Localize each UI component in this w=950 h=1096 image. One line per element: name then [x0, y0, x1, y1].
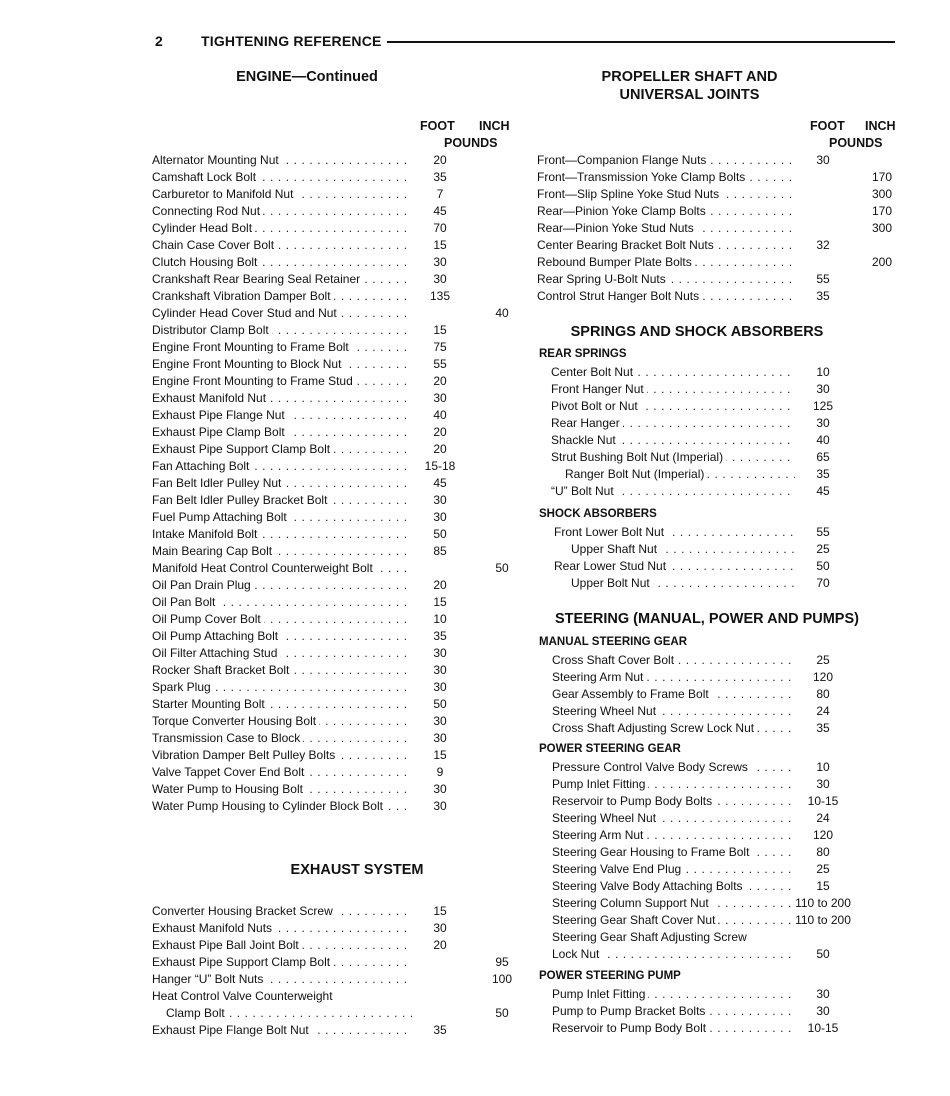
row-foot-pounds: 35: [433, 170, 447, 184]
engine-row: [152, 543, 522, 560]
row-label: Oil Filter Attaching Stud: [152, 646, 280, 660]
power-steering-subhead: POWER STEERING GEAR: [539, 743, 681, 755]
row-foot-pounds: 10: [816, 365, 830, 379]
row-foot-pounds: 30: [816, 1004, 830, 1018]
propeller-col-pounds: POUNDS: [829, 136, 883, 150]
row-label: Steering Column Support Nut: [552, 896, 712, 910]
row-label: Cylinder Head Bolt: [152, 221, 255, 235]
page-number: 2: [155, 33, 163, 49]
springs-section-title: SPRINGS AND SHOCK ABSORBERS: [570, 324, 824, 340]
row-foot-pounds: 30: [433, 731, 447, 745]
rear-springs-row: [537, 398, 837, 415]
exhaust-row: [152, 971, 522, 988]
row-label: Upper Bolt Nut: [571, 576, 653, 590]
engine-row: [152, 628, 522, 645]
row-label: Rear Hanger: [551, 416, 623, 430]
row-foot-pounds: 20: [433, 578, 447, 592]
row-label: Reservoir to Pump Body Bolts: [552, 794, 715, 808]
manual-steering-row: [537, 686, 867, 703]
propeller-col-foot: FOOT: [810, 119, 845, 133]
row-foot-pounds: 10-15: [807, 1021, 839, 1035]
row-foot-pounds: 25: [816, 862, 830, 876]
row-foot-pounds: 35: [816, 721, 830, 735]
row-label: Cross Shaft Cover Bolt: [552, 653, 677, 667]
row-foot-pounds: 32: [816, 238, 830, 252]
row-label: Exhaust Pipe Flange Nut: [152, 408, 288, 422]
row-foot-pounds: 30: [433, 714, 447, 728]
row-foot-pounds: 35: [433, 629, 447, 643]
row-foot-pounds: 45: [433, 204, 447, 218]
propeller-row: [537, 152, 907, 169]
row-label: Camshaft Lock Bolt: [152, 170, 259, 184]
row-foot-pounds: 40: [816, 433, 830, 447]
shock-absorbers-row: [537, 541, 837, 558]
manual-steering-row: [537, 703, 867, 720]
row-label: Rear Lower Stud Nut: [554, 559, 669, 573]
row-label: Oil Pan Drain Plug: [152, 578, 254, 592]
propeller-row: [537, 186, 907, 203]
engine-row: [152, 441, 522, 458]
manual-steering-row: [537, 720, 867, 737]
shock-absorbers-row: [537, 524, 837, 541]
engine-row: [152, 679, 522, 696]
row-label: Oil Pump Cover Bolt: [152, 612, 264, 626]
power-steering-row: [537, 844, 867, 861]
row-label: Cross Shaft Adjusting Screw Lock Nut: [552, 721, 757, 735]
row-foot-pounds: 15-18: [424, 459, 456, 473]
row-inch-pounds: 170: [871, 170, 893, 184]
row-foot-pounds: 50: [816, 559, 830, 573]
power-steering-row: [537, 827, 867, 844]
row-label: Spark Plug: [152, 680, 214, 694]
row-inch-pounds: 170: [871, 204, 893, 218]
rear-springs-row: [537, 466, 837, 483]
exhaust-row: [152, 1005, 522, 1022]
row-label: Exhaust Pipe Support Clamp Bolt: [152, 442, 333, 456]
row-label: Fuel Pump Attaching Bolt: [152, 510, 290, 524]
row-foot-pounds: 110 to 200: [795, 896, 851, 910]
row-label: Rear—Pinion Yoke Clamp Bolts: [537, 204, 709, 218]
row-inch-pounds: 200: [871, 255, 893, 269]
row-foot-pounds: 15: [433, 238, 447, 252]
row-inch-pounds: 100: [491, 972, 513, 986]
row-label: Front Hanger Nut: [551, 382, 647, 396]
exhaust-row: [152, 1022, 522, 1039]
row-foot-pounds: 85: [433, 544, 447, 558]
exhaust-section-title: EXHAUST SYSTEM: [290, 862, 424, 878]
row-label: Strut Bushing Bolt Nut (Imperial): [551, 450, 726, 464]
row-label: Pivot Bolt or Nut: [551, 399, 641, 413]
engine-row: [152, 577, 522, 594]
row-foot-pounds: 50: [433, 697, 447, 711]
row-foot-pounds: 35: [816, 289, 830, 303]
row-foot-pounds: 30: [433, 493, 447, 507]
row-inch-pounds: 300: [871, 187, 893, 201]
row-foot-pounds: 30: [816, 987, 830, 1001]
row-foot-pounds: 30: [433, 646, 447, 660]
row-label: Crankshaft Vibration Damper Bolt: [152, 289, 334, 303]
row-label: “U” Bolt Nut: [551, 484, 617, 498]
row-foot-pounds: 20: [433, 153, 447, 167]
row-foot-pounds: 50: [816, 947, 830, 961]
engine-row: [152, 305, 522, 322]
row-label: Water Pump Housing to Cylinder Block Bolt: [152, 799, 386, 813]
header-rule: [387, 41, 895, 43]
engine-row: [152, 696, 522, 713]
engine-row: [152, 747, 522, 764]
row-foot-pounds: 70: [816, 576, 830, 590]
rear-springs-row: [537, 364, 837, 381]
engine-row: [152, 492, 522, 509]
engine-row: [152, 271, 522, 288]
row-foot-pounds: 30: [816, 382, 830, 396]
power-steering-row: [537, 895, 867, 912]
engine-row: [152, 424, 522, 441]
row-label: Distributor Clamp Bolt: [152, 323, 272, 337]
row-label: Steering Gear Shaft Adjusting Screw: [552, 930, 750, 944]
engine-row: [152, 407, 522, 424]
row-foot-pounds: 15: [433, 595, 447, 609]
row-foot-pounds: 9: [436, 765, 444, 779]
manual-steering-row: [537, 652, 867, 669]
engine-row: [152, 594, 522, 611]
engine-col-foot: FOOT: [420, 119, 455, 133]
row-label: Vibration Damper Belt Pulley Bolts: [152, 748, 338, 762]
power-steering-row: [537, 929, 867, 946]
engine-row: [152, 764, 522, 781]
engine-row: [152, 611, 522, 628]
row-foot-pounds: 30: [433, 921, 447, 935]
row-label: Pump Inlet Fitting: [552, 777, 648, 791]
row-foot-pounds: 45: [433, 476, 447, 490]
row-label: Manifold Heat Control Counterweight Bolt: [152, 561, 376, 575]
manual-steering-row: [537, 669, 867, 686]
row-label: Valve Tappet Cover End Bolt: [152, 765, 307, 779]
power-pump-row: [537, 1003, 867, 1020]
power-pump-row: [537, 1020, 867, 1037]
row-foot-pounds: 20: [433, 425, 447, 439]
row-label: Engine Front Mounting to Block Nut: [152, 357, 344, 371]
row-foot-pounds: 30: [816, 777, 830, 791]
row-foot-pounds: 20: [433, 374, 447, 388]
row-label: Pressure Control Valve Body Screws: [552, 760, 751, 774]
row-label: Connecting Rod Nut: [152, 204, 263, 218]
engine-row: [152, 560, 522, 577]
propeller-row: [537, 169, 907, 186]
row-label: Fan Belt Idler Pulley Nut: [152, 476, 284, 490]
row-label: Starter Mounting Bolt: [152, 697, 268, 711]
row-foot-pounds: 45: [816, 484, 830, 498]
row-inch-pounds: 50: [495, 561, 509, 575]
row-label: Oil Pan Bolt: [152, 595, 218, 609]
rear-springs-subhead: REAR SPRINGS: [539, 348, 627, 360]
row-foot-pounds: 7: [436, 187, 444, 201]
power-steering-row: [537, 912, 867, 929]
row-label: Fan Belt Idler Pulley Bracket Bolt: [152, 493, 330, 507]
engine-row: [152, 713, 522, 730]
shock-absorbers-row: [537, 558, 837, 575]
propeller-row: [537, 220, 907, 237]
propeller-title-line1: PROPELLER SHAFT AND: [601, 69, 778, 85]
row-foot-pounds: 135: [429, 289, 451, 303]
row-label: Steering Gear Housing to Frame Bolt: [552, 845, 752, 859]
row-foot-pounds: 55: [816, 525, 830, 539]
power-steering-row: [537, 810, 867, 827]
row-foot-pounds: 15: [816, 879, 830, 893]
shock-absorbers-subhead: SHOCK ABSORBERS: [539, 508, 657, 520]
row-label: Pump Inlet Fitting: [552, 987, 648, 1001]
row-foot-pounds: 24: [816, 811, 830, 825]
row-foot-pounds: 25: [816, 653, 830, 667]
row-foot-pounds: 30: [433, 799, 447, 813]
row-foot-pounds: 30: [433, 272, 447, 286]
row-foot-pounds: 70: [433, 221, 447, 235]
row-label: Rear—Pinion Yoke Stud Nuts: [537, 221, 697, 235]
row-foot-pounds: 10: [816, 760, 830, 774]
row-label: Main Bearing Cap Bolt: [152, 544, 275, 558]
row-foot-pounds: 110 to 200: [795, 913, 851, 927]
manual-steering-subhead: MANUAL STEERING GEAR: [539, 636, 688, 648]
row-foot-pounds: 40: [433, 408, 447, 422]
row-foot-pounds: 75: [433, 340, 447, 354]
propeller-row: [537, 271, 907, 288]
row-label: Exhaust Manifold Nuts: [152, 921, 275, 935]
engine-row: [152, 356, 522, 373]
row-label: Torque Converter Housing Bolt: [152, 714, 319, 728]
row-label: Front—Companion Flange Nuts: [537, 153, 709, 167]
row-label: Water Pump to Housing Bolt: [152, 782, 306, 796]
row-label: Steering Wheel Nut: [552, 811, 659, 825]
row-label: Lock Nut: [552, 947, 602, 961]
row-foot-pounds: 35: [433, 1023, 447, 1037]
row-label: Ranger Bolt Nut (Imperial): [565, 467, 707, 481]
row-foot-pounds: 25: [816, 542, 830, 556]
row-foot-pounds: 50: [433, 527, 447, 541]
engine-row: [152, 781, 522, 798]
row-label: Engine Front Mounting to Frame Stud: [152, 374, 356, 388]
row-label: Front Lower Bolt Nut: [554, 525, 667, 539]
engine-row: [152, 169, 522, 186]
engine-row: [152, 798, 522, 815]
row-foot-pounds: 55: [816, 272, 830, 286]
rear-springs-row: [537, 415, 837, 432]
row-label: Control Strut Hanger Bolt Nuts: [537, 289, 702, 303]
engine-row: [152, 373, 522, 390]
row-foot-pounds: 30: [433, 782, 447, 796]
engine-row: [152, 254, 522, 271]
engine-row: [152, 390, 522, 407]
row-label: Exhaust Pipe Support Clamp Bolt: [152, 955, 333, 969]
row-label: Clutch Housing Bolt: [152, 255, 260, 269]
row-label: Chain Case Cover Bolt: [152, 238, 277, 252]
row-label: Cylinder Head Cover Stud and Nut: [152, 306, 340, 320]
row-label: Steering Arm Nut: [552, 670, 646, 684]
exhaust-row: [152, 903, 522, 920]
propeller-row: [537, 237, 907, 254]
power-steering-row: [537, 776, 867, 793]
power-pump-row: [537, 986, 867, 1003]
engine-row: [152, 237, 522, 254]
engine-row: [152, 458, 522, 475]
shock-absorbers-row: [537, 575, 837, 592]
row-label: Pump to Pump Bracket Bolts: [552, 1004, 708, 1018]
row-label: Intake Manifold Bolt: [152, 527, 260, 541]
power-steering-row: [537, 759, 867, 776]
row-label: Center Bearing Bracket Bolt Nuts: [537, 238, 717, 252]
row-label: Converter Housing Bracket Screw: [152, 904, 336, 918]
row-inch-pounds: 50: [495, 1006, 509, 1020]
row-label: Rear Spring U-Bolt Nuts: [537, 272, 669, 286]
power-steering-row: [537, 861, 867, 878]
row-foot-pounds: 120: [812, 670, 834, 684]
engine-section-title: ENGINE—Continued: [236, 69, 378, 85]
row-foot-pounds: 30: [433, 510, 447, 524]
row-foot-pounds: 30: [433, 255, 447, 269]
row-label: Hanger “U” Bolt Nuts: [152, 972, 266, 986]
propeller-row: [537, 254, 907, 271]
row-label: Transmission Case to Block: [152, 731, 303, 745]
row-label: Steering Valve End Plug: [552, 862, 684, 876]
row-foot-pounds: 30: [816, 416, 830, 430]
row-label: Steering Valve Body Attaching Bolts: [552, 879, 746, 893]
power-steering-row: [537, 946, 867, 963]
row-foot-pounds: 30: [433, 663, 447, 677]
row-inch-pounds: 300: [871, 221, 893, 235]
row-label: Gear Assembly to Frame Bolt: [552, 687, 712, 701]
engine-row: [152, 662, 522, 679]
engine-row: [152, 645, 522, 662]
row-foot-pounds: 24: [816, 704, 830, 718]
row-foot-pounds: 10-15: [807, 794, 839, 808]
row-label: Rebound Bumper Plate Bolts: [537, 255, 695, 269]
row-label: Exhaust Manifold Nut: [152, 391, 269, 405]
exhaust-row: [152, 954, 522, 971]
engine-row: [152, 730, 522, 747]
row-label: Steering Arm Nut: [552, 828, 646, 842]
row-foot-pounds: 65: [816, 450, 830, 464]
row-label: Alternator Mounting Nut: [152, 153, 282, 167]
row-label: Rocker Shaft Bracket Bolt: [152, 663, 292, 677]
row-label: Clamp Bolt: [166, 1006, 228, 1020]
row-label: Exhaust Pipe Flange Bolt Nut: [152, 1023, 312, 1037]
row-label: Upper Shaft Nut: [571, 542, 660, 556]
row-label: Engine Front Mounting to Frame Bolt: [152, 340, 352, 354]
exhaust-row: [152, 988, 522, 1005]
row-inch-pounds: 40: [495, 306, 509, 320]
rear-springs-row: [537, 381, 837, 398]
engine-row: [152, 475, 522, 492]
page-title: TIGHTENING REFERENCE: [201, 33, 382, 49]
row-inch-pounds: 95: [495, 955, 509, 969]
exhaust-row: [152, 937, 522, 954]
row-label: Carburetor to Manifold Nut: [152, 187, 296, 201]
power-pump-subhead: POWER STEERING PUMP: [539, 970, 681, 982]
propeller-row: [537, 288, 907, 305]
steering-section-title: STEERING (MANUAL, POWER AND PUMPS): [555, 611, 859, 627]
exhaust-row: [152, 920, 522, 937]
row-foot-pounds: 35: [816, 467, 830, 481]
engine-row: [152, 220, 522, 237]
engine-row: [152, 203, 522, 220]
row-foot-pounds: 30: [433, 391, 447, 405]
power-steering-row: [537, 793, 867, 810]
row-label: Center Bolt Nut: [551, 365, 636, 379]
row-foot-pounds: 15: [433, 904, 447, 918]
engine-row: [152, 152, 522, 169]
row-label: Oil Pump Attaching Bolt: [152, 629, 281, 643]
row-label: Front—Transmission Yoke Clamp Bolts: [537, 170, 748, 184]
row-label: Exhaust Pipe Clamp Bolt: [152, 425, 288, 439]
row-label: Exhaust Pipe Ball Joint Bolt: [152, 938, 302, 952]
propeller-col-inch: INCH: [865, 119, 896, 133]
row-foot-pounds: 80: [816, 687, 830, 701]
row-label: Heat Control Valve Counterweight: [152, 989, 336, 1003]
row-label: Steering Wheel Nut: [552, 704, 659, 718]
row-foot-pounds: 15: [433, 323, 447, 337]
propeller-title-line2: UNIVERSAL JOINTS: [619, 87, 760, 103]
row-foot-pounds: 20: [433, 442, 447, 456]
row-foot-pounds: 125: [812, 399, 834, 413]
engine-col-inch: INCH: [479, 119, 510, 133]
row-foot-pounds: 55: [433, 357, 447, 371]
row-foot-pounds: 20: [433, 938, 447, 952]
row-foot-pounds: 15: [433, 748, 447, 762]
row-foot-pounds: 30: [433, 680, 447, 694]
row-foot-pounds: 10: [433, 612, 447, 626]
row-label: Shackle Nut: [551, 433, 619, 447]
propeller-row: [537, 203, 907, 220]
row-label: Crankshaft Rear Bearing Seal Retainer: [152, 272, 363, 286]
rear-springs-row: [537, 483, 837, 500]
row-foot-pounds: 80: [816, 845, 830, 859]
engine-row: [152, 186, 522, 203]
rear-springs-row: [537, 449, 837, 466]
row-foot-pounds: 120: [812, 828, 834, 842]
row-foot-pounds: 30: [816, 153, 830, 167]
row-label: Front—Slip Spline Yoke Stud Nuts: [537, 187, 722, 201]
row-label: Reservoir to Pump Body Bolt: [552, 1021, 709, 1035]
row-label: Fan Attaching Bolt: [152, 459, 252, 473]
power-steering-row: [537, 878, 867, 895]
rear-springs-row: [537, 432, 837, 449]
page-header: [155, 33, 895, 53]
engine-row: [152, 288, 522, 305]
engine-row: [152, 526, 522, 543]
engine-row: [152, 322, 522, 339]
engine-row: [152, 339, 522, 356]
engine-col-pounds: POUNDS: [444, 136, 498, 150]
engine-row: [152, 509, 522, 526]
row-label: Steering Gear Shaft Cover Nut: [552, 913, 718, 927]
